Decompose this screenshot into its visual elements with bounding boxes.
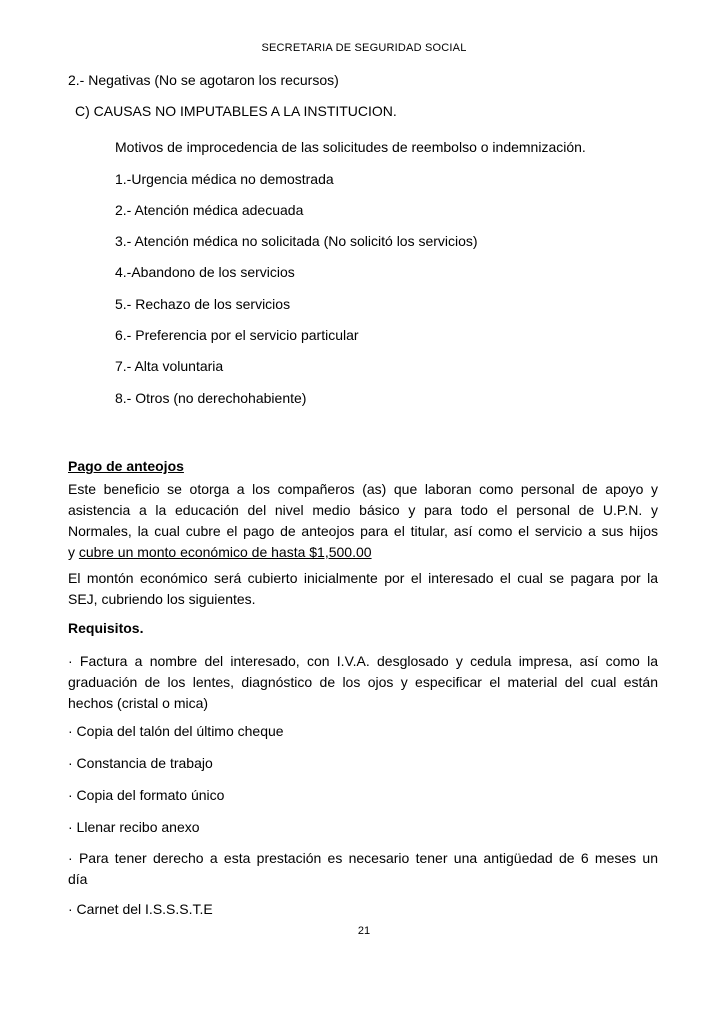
- motivos-intro: Motivos de improcedencia de las solicitudes de reembolso o indemnización.: [115, 139, 586, 155]
- paragraph-line: Este beneficio se otorga a los compañeros (as) que laboran como personal de apoyo y: [68, 481, 658, 497]
- antiguedad-requirement: [68, 848, 658, 890]
- list-item: 8.- Otros (no derechohabiente): [115, 390, 307, 406]
- monton-paragraph: [68, 568, 658, 610]
- list-item: · Carnet del I.S.S.S.T.E: [68, 901, 213, 917]
- page-number: 21: [357, 925, 371, 937]
- paragraph-line: SEJ, cubriendo los siguientes.: [68, 591, 256, 607]
- paragraph-line: asistencia a la educación del nivel medio básico y para todo el personal de U.P.N. y: [68, 502, 658, 518]
- negativas-line: 2.- Negativas (No se agotaron los recursos): [68, 72, 339, 88]
- list-item: 4.-Abandono de los servicios: [115, 264, 295, 280]
- paragraph-line: graduación de los lentes, diagnóstico de los ojos y especificar el material del cual están: [68, 674, 658, 690]
- paragraph-line: El montón económico será cubierto inicialmente por el interesado el cual se pagara por la: [68, 570, 658, 586]
- paragraph-line: [68, 542, 658, 563]
- list-item: · Constancia de trabajo: [68, 755, 213, 771]
- pago-anteojos-title: Pago de anteojos: [68, 458, 184, 474]
- list-item: 5.- Rechazo de los servicios: [115, 296, 291, 312]
- list-item: 2.- Atención médica adecuada: [115, 202, 304, 218]
- monto-amount: cubre un monto económico de hasta $1,500.00: [78, 544, 372, 560]
- paragraph-line: día: [68, 871, 88, 887]
- paragraph-prefix: y: [68, 544, 79, 560]
- factura-requirement: [68, 651, 658, 714]
- paragraph-line: Normales, la cual cubre el pago de anteojos para el titular, así como el servicio a sus hijos: [68, 523, 658, 539]
- pago-anteojos-paragraph: [68, 479, 658, 563]
- paragraph-line: · Factura a nombre del interesado, con I.V.A. desglosado y cedula impresa, así como la: [68, 653, 658, 669]
- list-item: · Llenar recibo anexo: [68, 819, 200, 835]
- list-item: 1.-Urgencia médica no demostrada: [115, 171, 334, 187]
- list-item: · Copia del formato único: [68, 787, 225, 803]
- section-c-title: C) CAUSAS NO IMPUTABLES A LA INSTITUCION.: [75, 103, 397, 119]
- paragraph-line: hechos (cristal o mica): [68, 695, 209, 711]
- list-item: · Copia del talón del último cheque: [68, 723, 284, 739]
- list-item: 7.- Alta voluntaria: [115, 358, 224, 374]
- requisitos-title: Requisitos.: [68, 620, 144, 636]
- page-header: SECRETARIA DE SEGURIDAD SOCIAL: [261, 42, 467, 54]
- paragraph-line: · Para tener derecho a esta prestación es necesario tener una antigüedad de 6 meses un: [68, 850, 658, 866]
- list-item: 6.- Preferencia por el servicio particular: [115, 327, 359, 343]
- list-item: 3.- Atención médica no solicitada (No solicitó los servicios): [115, 233, 478, 249]
